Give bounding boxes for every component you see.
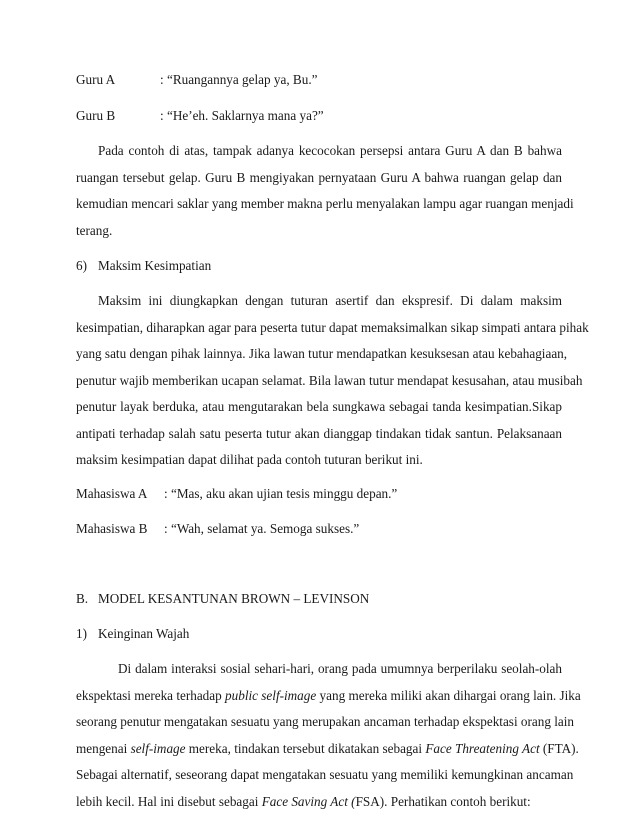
paragraph-line: kemudian mencari saklar yang member makna perlu menyalakan lampu agar ruangan menjadi [76,196,574,211]
paragraph-line: ruangan tersebut gelap. Guru B mengiyakan pernyataan Guru A bahwa ruangan gelap dan [76,170,562,185]
paragraph-line: Di dalam interaksi sosial sehari-hari, orang pada umumnya berperilaku seolah-olah [118,661,562,676]
paragraph-line: kesimpatian, diharapkan agar para peserta tutur dapat memaksimalkan sikap simpati antara pihak [76,320,589,335]
paragraph-line: antipati terhadap salah satu peserta tutur akan dianggap tindakan tidak santun. Pelaksanaan [76,426,562,441]
dialog-utterance: : “Ruangannya gelap ya, Bu.” [160,72,318,87]
paragraph-line: penutur wajib memberikan ucapan selamat. Bila lawan tutur mendapat kesusahan, atau musibah [76,373,583,388]
section-number: B. [76,591,89,606]
paragraph-line: penutur layak berduka, atau mengutarakan bela sungkawa sebagai tanda kesimpatian.Sikap [76,399,562,414]
paragraph-line: maksim kesimpatian dapat dilihat pada contoh tuturan berikut ini. [76,452,423,467]
paragraph-line: ekspektasi mereka terhadap public self-image yang mereka miliki akan dihargai orang lain. Jika [76,688,581,703]
italic-term: Face Saving Act ( [261,794,356,809]
paragraph-line: Maksim ini diungkapkan dengan tuturan asertif dan ekspresif. Di dalam maksim [98,293,562,308]
paragraph-line: terang. [76,223,113,238]
paragraph-line: Pada contoh di atas, tampak adanya kecocokan persepsi antara Guru A dan B bahwa [98,143,562,158]
section-number: 1) [76,626,87,641]
italic-term: self-image [130,741,186,756]
dialog-utterance: : “He’eh. Saklarnya mana ya?” [160,108,324,123]
dialog-utterance: : “Mas, aku akan ujian tesis minggu depan.” [164,486,398,501]
paragraph-line: Sebagai alternatif, seseorang dapat mengatakan sesuatu yang memiliki kemungkinan ancaman [76,767,574,782]
section-number: 6) [76,258,87,273]
paragraph-line: lebih kecil. Hal ini disebut sebagai Face Saving Act (FSA). Perhatikan contoh berikut: [76,794,531,809]
dialog-speaker: Guru B [76,108,116,123]
paragraph-line: yang satu dengan pihak lainnya. Jika lawan tutur mendapatkan kesuksesan atau kebahagiaan, [76,346,568,361]
italic-term: public self-image [225,688,317,703]
italic-term: Face Threatening Act [425,741,540,756]
paragraph-line: seorang penutur mengatakan sesuatu yang merupakan ancaman terhadap ekspektasi orang lain [76,714,575,729]
section-heading: Maksim Kesimpatian [98,258,212,273]
section-heading: Keinginan Wajah [98,626,190,641]
dialog-speaker: Mahasiswa A [76,486,148,501]
dialog-speaker: Mahasiswa B [76,521,148,536]
paragraph-line: mengenai self-image mereka, tindakan tersebut dikatakan sebagai Face Threatening Act (FTA). [76,741,579,756]
section-heading: MODEL KESANTUNAN BROWN – LEVINSON [98,591,370,606]
dialog-utterance: : “Wah, selamat ya. Semoga sukses.” [164,521,360,536]
dialog-speaker: Guru A [76,72,116,87]
